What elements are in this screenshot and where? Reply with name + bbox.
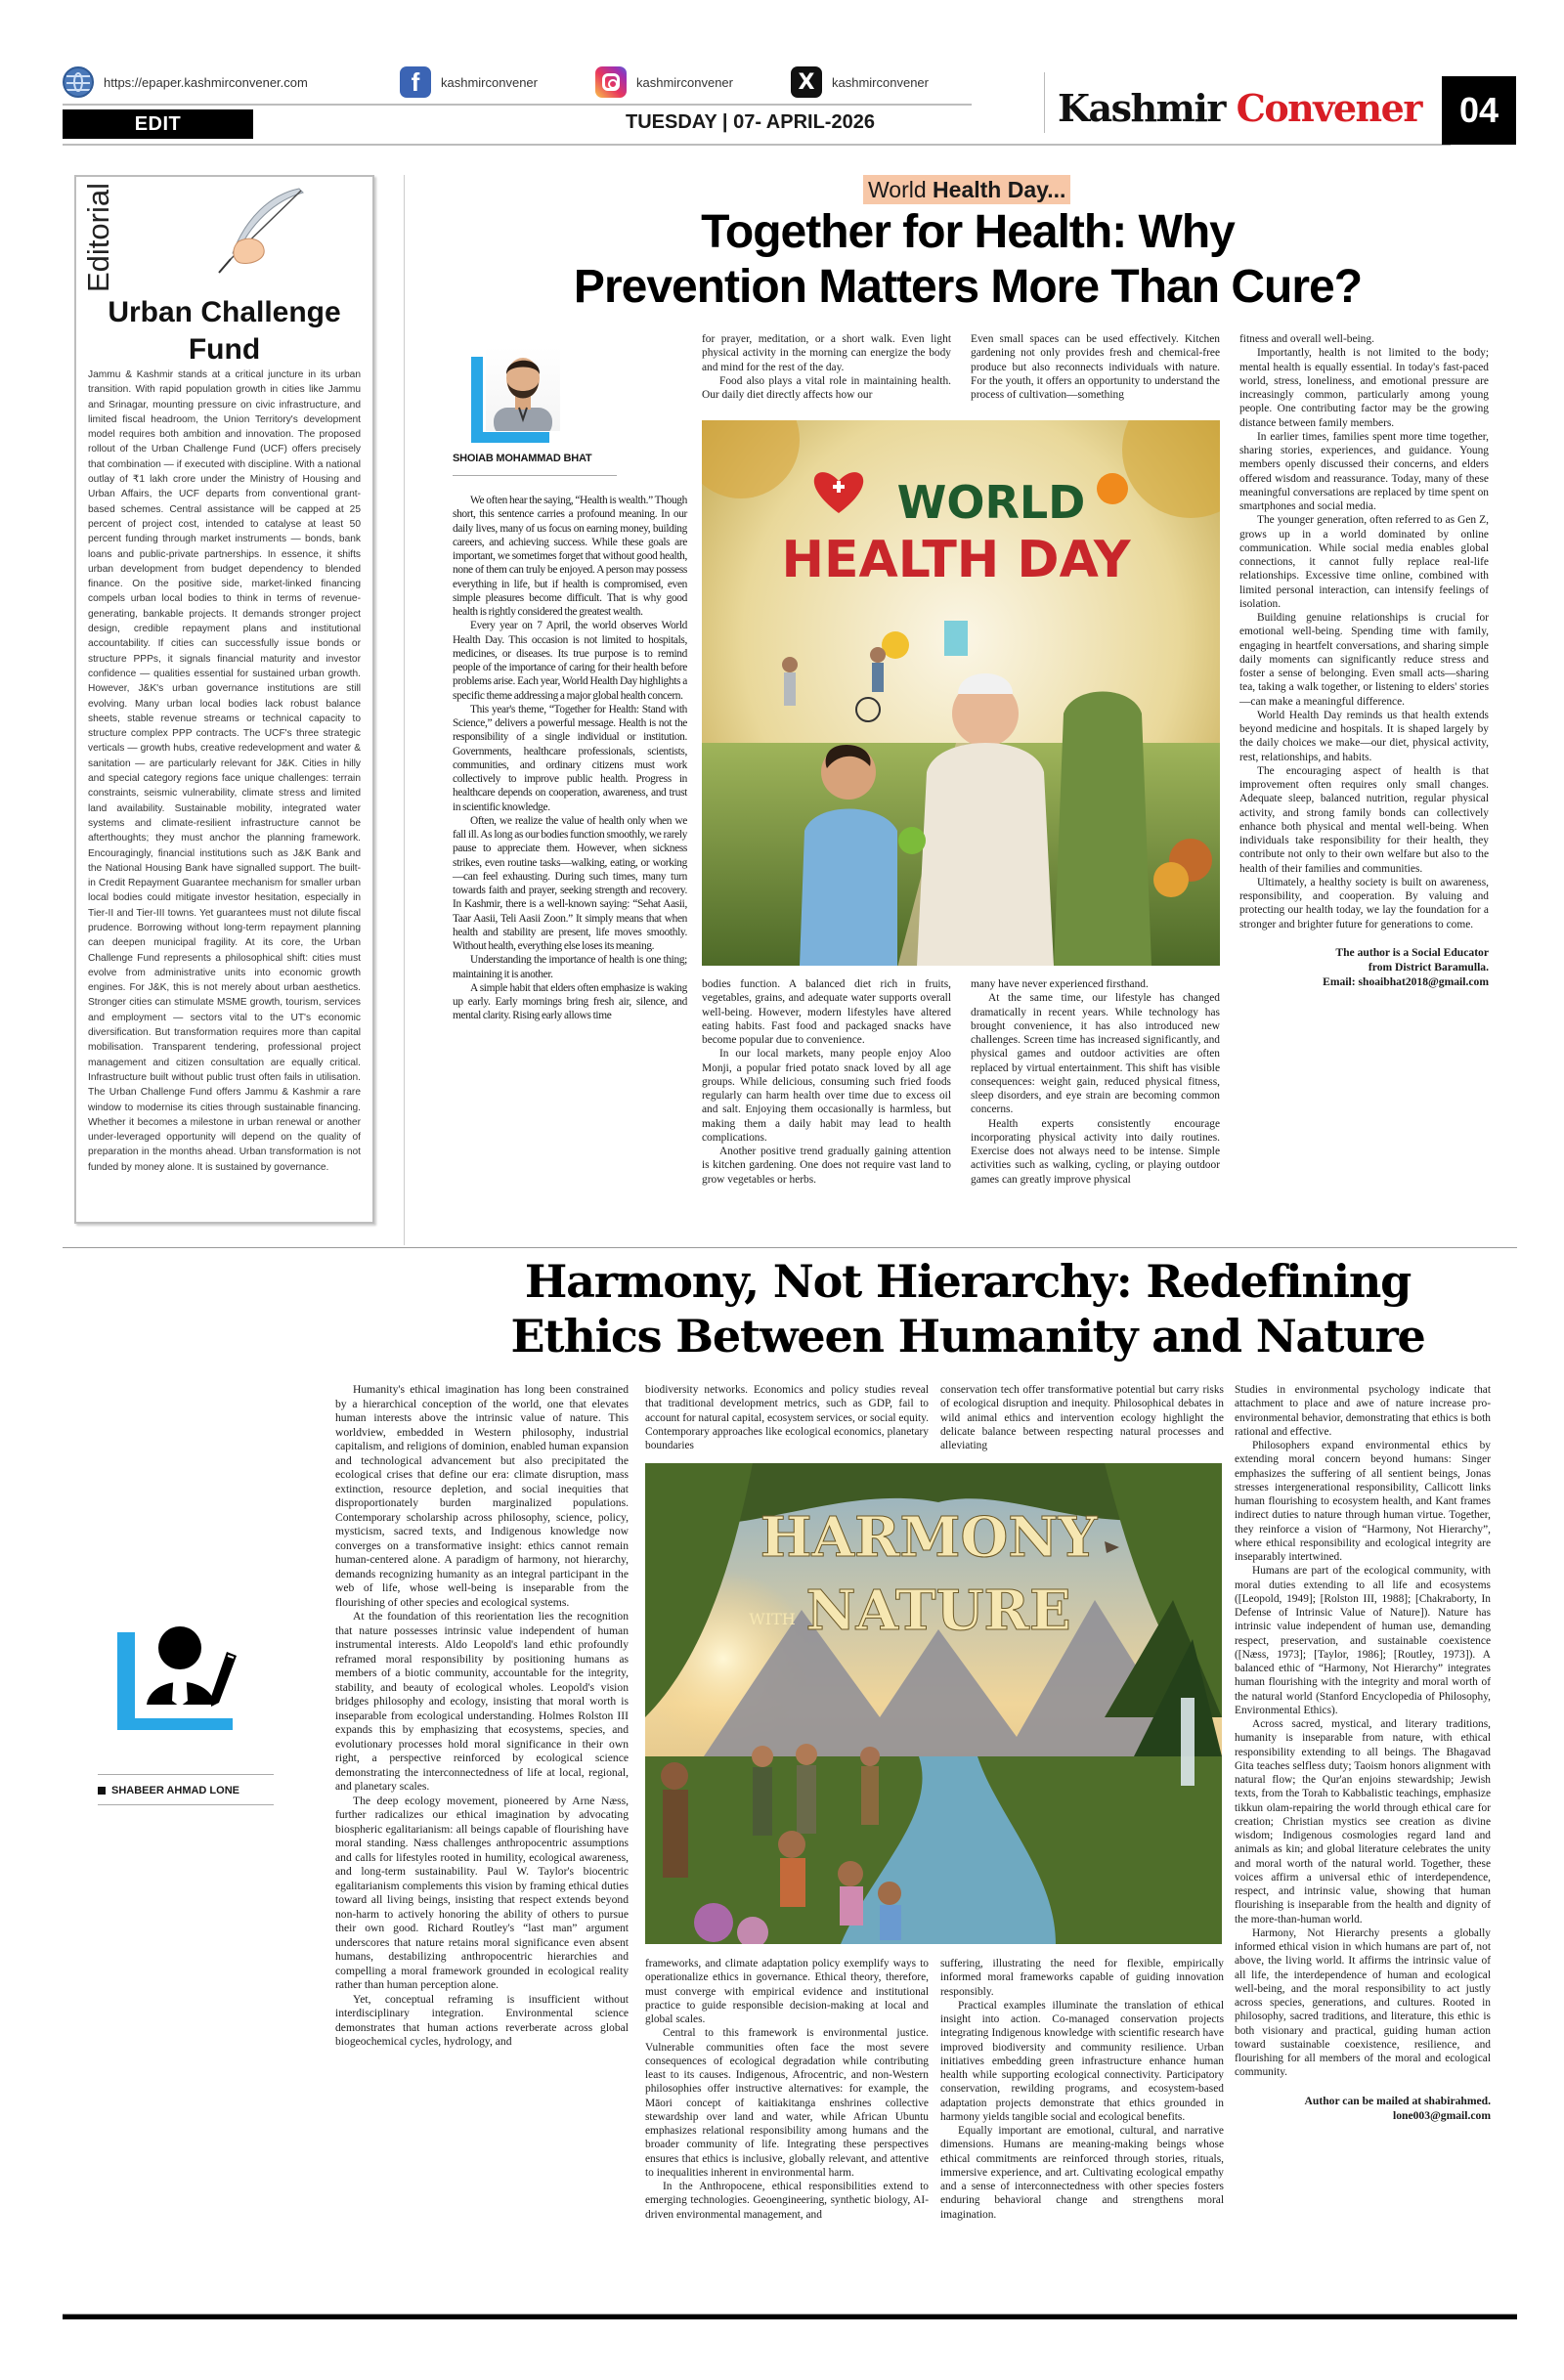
health-column-2-bottom <box>702 977 951 1187</box>
masthead-divider-bottom <box>63 144 1451 146</box>
image-title-with: WITH <box>749 1610 796 1628</box>
health-headline-line2: Prevention Matters More Than Cure? <box>573 261 1363 313</box>
health-column-2-top <box>702 332 951 402</box>
editorial-label <box>80 185 117 290</box>
paragraph: suffering, illustrating the need for flexible, empirically informed moral frameworks capable of guiding innovation responsibly. <box>940 1958 1224 1998</box>
paragraph: World Health Day reminds us that health extends beyond medicine and hospitals. It is shaped largely by the daily choices we make—our diet, physical activity, rest, relationships, and habits. <box>1239 709 1489 763</box>
paragraph: Understanding the importance of health is one thing; maintaining it is another. <box>453 954 687 980</box>
health-headline <box>518 205 1417 315</box>
author-note-line: from District Baramulla. <box>1368 960 1489 974</box>
paragraph: The deep ecology movement, pioneered by Arne Næss, further radicalizes our ethical imagination by advocating biospheric egalitarianism: all beings capable of flourishing have moral standing. Næss challenges anthropocentric assumptions and calls for lifestyles rooted in humility, ecological awareness, and long-term sustainability. Paul W. Taylor's biocentric egalitarianism complements this vision by framing ethical duties toward all living beings, insisting that respect extends beyond non-harm to actively honoring the ability of others to pursue their own good. Richard Routley's “last man” argument underscores that nature retains moral significance even absent humans, destabilizing anthropocentric hierarchies and compelling a moral framework grounded in ecological reality rather than human perception alone. <box>335 1794 629 1991</box>
harmony-with-nature-illustration <box>645 1463 1222 1944</box>
image-title-harmony: HARMONY <box>760 1505 1098 1570</box>
kicker-light: World <box>868 177 927 202</box>
paragraph: bodies function. A balanced diet rich in fruits, vegetables, grains, and adequate water supports overall well-being. However, modern lifestyles have altered eating habits. Fast food and packaged snacks have become popular due to convenience. <box>702 978 951 1046</box>
facebook-icon: f <box>400 66 431 98</box>
author-email[interactable]: lone003@gmail.com <box>1393 2108 1491 2122</box>
paragraph: fitness and overall well-being. <box>1239 333 1374 345</box>
paragraph: In earlier times, families spent more time together, sharing stories, experiences, and guidance. Young members openly discussed their concerns, and elders offered wisdom and reassurance. Today, many of these meaningful conversations are replaced by time spent on smartphones and social media. <box>1239 430 1489 512</box>
paragraph: A simple habit that elders often emphasize is waking up early. Early mornings bring fresh air, silence, and mental clarity. Rising early allows time <box>453 981 687 1022</box>
quill-pen-icon <box>192 185 309 275</box>
harmony-headline <box>430 1254 1505 1363</box>
page-footer-rule <box>63 2314 1517 2319</box>
paragraph: This year's theme, “Together for Health: Stand with Science,” delivers a powerful message. Health is not the responsibility of a single individual or institution. Governments, healthcare professionals, scientists, communities, and ordinary citizens must work collectively to improve public health. Progress in healthcare depends on cooperation, awareness, and trust in scientific knowledge. <box>453 703 687 813</box>
paragraph: The younger generation, often referred to as Gen Z, grows up in a world dominated by online communication. While social media enables global connections, it cannot fully replace real-life relationships. Excessive time online, combined with limited personal interaction, can intensify feelings of isolation. <box>1239 514 1489 610</box>
harmony-column-2-top <box>645 1383 929 1452</box>
byline-divider <box>453 475 617 476</box>
health-column-4 <box>1239 332 1489 989</box>
accent-bar <box>471 357 483 443</box>
paragraph: many have never experienced firsthand. <box>971 978 1149 990</box>
author-avatar <box>117 1632 254 1740</box>
harmony-column-4 <box>1235 1383 1491 2123</box>
x-icon: X <box>791 66 822 98</box>
globe-icon <box>63 66 94 98</box>
paragraph: Ultimately, a healthy society is built on awareness, responsibility, and cooperation. By valuing and protecting our health today, we lay the foundation for a stronger and brighter future for generations to come. <box>1239 876 1489 930</box>
harmony-headline-line1: Harmony, Not Hierarchy: Redefining <box>524 1255 1412 1308</box>
masthead-separator <box>1044 72 1045 133</box>
paragraph: Often, we realize the value of health only when we fall ill. As long as our bodies function smoothly, we rarely pause to appreciate them. However, when sickness strikes, even routine tasks—walking, eating, or working—can feel exhausting. During such times, many turn towards faith and prayer, seeking strength and recovery. In Kashmir, there is a well-known saying: “Sehat Aasii, Taar Aasii, Teli Aasii Zoon.” It simply means that when health and stability are present, life moves smoothly. Without health, everything else loses its meaning. <box>453 814 687 952</box>
paragraph: Across sacred, mystical, and literary traditions, humanity is inseparable from nature, with ethical responsibility extending to all beings. The Bhagavad Gita teaches selfless duty; Taoism honors alignment with natural flow; the Qur'an enjoins stewardship; Jewish texts, from the Torah to Kabbalistic teachings, emphasize tikkun olam-repairing the world through ethical care for creation; Christian mystics see creation as divine wisdom; Indigenous cosmologies regard land and animals as kin; and global literature celebrates the unity and moral worth of the natural world. Together, these voices affirm a universal ethic of interdependence, respect, and intrinsic value, showing that human flourishing is inseparable from the health and dignity of the more-than-human world. <box>1235 1718 1491 1926</box>
image-title-nature: NATURE <box>805 1579 1071 1643</box>
harmony-headline-line2: Ethics Between Humanity and Nature <box>510 1310 1425 1363</box>
harmony-column-2-bottom <box>645 1957 929 2222</box>
paragraph: Humanity's ethical imagination has long been constrained by a hierarchical conception of the world, one that elevates human interests above the intrinsic value of nature. This worldview, embedded in Western philosophy, industrial capitalism, and religions of dominion, enabled human expansion and technological advancement but also precipitated the ecological crises that define our era: climate disruption, mass extinction, resource depletion, and social inequities that disproportionately burden marginalized populations. Contemporary scholarship across philosophy, science, policy, mysticism, sacred texts, and Indigenous knowledge now converges on a transformative insight: ethics cannot remain human-centered alone. A paradigm of harmony, not hierarchy, demands recognizing humanity as an integral participant in the web of life, whose well-being is inseparable from the flourishing of other species and ecological systems. <box>335 1383 629 1609</box>
x-link[interactable] <box>791 66 929 98</box>
instagram-link[interactable] <box>595 66 791 98</box>
editorial-title: Urban Challenge Fund <box>108 296 341 366</box>
paragraph: Harmony, Not Hierarchy presents a globally informed ethical vision in which humans are part of, not above, the living world. It affirms the intrinsic value of all life, the interdependence of human and ecological well-being, and the moral responsibility to act justly across species, generations, and cultures. Rooted in philosophy, sacred traditions, and literature, this ethic is both visionary and practical, guiding human action toward sustainable coexistence, resilience, and flourishing for all members of the moral and ecological community. <box>1235 1926 1491 2079</box>
paragraph: Health experts consistently encourage incorporating physical activity into daily routines. Exercise does not always need to be intense. Simple activities such as walking, cycling, or playing outdoor games can greatly improve physical <box>971 1117 1220 1186</box>
health-column-3-bottom <box>971 977 1220 1187</box>
author-byline: SHOIAB MOHAMMAD BHAT <box>453 453 592 464</box>
paragraph: for prayer, meditation, or a short walk. Even light physical activity in the morning can energize the body and mind for the rest of the day. <box>702 333 951 373</box>
masthead-divider-top <box>63 104 972 106</box>
paragraph: The encouraging aspect of health is that improvement often requires only small changes. Adequate sleep, balanced nutrition, regular physical activity, and strong family bonds can collectively enhance both physical and mental well-being. When individuals take responsibility for their health, they contribute not only to their own welfare but also to the health of their families and communities. <box>1239 764 1489 875</box>
paragraph: At the foundation of this reorientation lies the recognition that nature possesses intrinsic value independent of human instrumental interests. Aldo Leopold's land ethic profoundly reframed moral responsibility by positioning humans as members of a biotic community, accountable for the integrity, stability, and beauty of ecological wholes. Leopold's vision bridges philosophy and ecology, insisting that moral worth is inseparable from ecological understanding. Holmes Rolston III expands this by emphasizing that ecosystems, species, and evolutionary processes hold moral significance in their own right, a perspective reinforced by ecological science demonstrating the interconnectedness of life at local, regional, and planetary scales. <box>335 1610 629 1793</box>
x-handle[interactable]: kashmirconvener <box>832 74 929 90</box>
editorial-label-text: Editorial <box>81 183 115 292</box>
author-email[interactable]: Email: shoaibhat2018@gmail.com <box>1323 974 1489 988</box>
paragraph: Equally important are emotional, cultural, and narrative dimensions. Humans are meaning-making beings whose ethical commitments are reinforced through stories, rituals, immersive experience, and art. Cultivating ecological empathy and a sense of interconnectedness with other species fosters enduring behavioral change and strengthens moral imagination. <box>940 2125 1224 2221</box>
harmony-column-3-bottom <box>940 1957 1224 2222</box>
author-note <box>1239 945 1489 989</box>
paragraph: Another positive trend gradually gaining attention is kitchen gardening. One does not require vast land to grow vegetables or herbs. <box>702 1146 951 1186</box>
writer-icon <box>141 1626 246 1716</box>
facebook-link[interactable] <box>400 66 595 98</box>
accent-bar <box>471 432 549 443</box>
paragraph: Food also plays a vital role in maintaining health. Our daily diet directly affects how our <box>702 374 951 401</box>
byline-divider <box>98 1804 274 1805</box>
editorial-body: Jammu & Kashmir stands at a critical juncture in its urban transition. With rapid population growth in cities like Jammu and Srinagar, mounting pressure on civic infrastructure, and limited fiscal headroom, the Union Territory's development model requires both ambition and innovation. The proposed rollout of the Urban Challenge Fund (UCF) offers precisely that combination — if executed with discipline. With a national outlay of ₹1 lakh crore under the Ministry of Housing and Urban Affairs, the UCF departs from conventional grant-based schemes. Central assistance will be capped at 25 percent of project cost, intended to catalyse at least 50 percent funding through market instruments — bonds, bank loans and public-private partnerships. In essence, it shifts urban development from budget dependency to blended finance. On the positive side, market-linked financing compels urban local bodies to think in terms of revenue-generating, bankable projects. It demands stronger project design, credible repayment plans and institutional accountability. If cities can successfully issue bonds or structure PPPs, it signals financial maturity and investor confidence — qualities essential for sustained urban growth. However, J&K's urban governance institutions are still evolving. Many urban local bodies lack robust balance sheets, stable revenue streams or technical capacity to structure complex PPP contracts. The UCF's three strategic verticals — growth hubs, creative redevelopment and water & sanitation — are particularly relevant for J&K. Cities in hilly and special category regions face unique challenges: terrain constraints, seismic vulnerability, climate stress and limited land availability. Sustainable mobility, integrated water systems and climate-resilient infrastructure cannot be afterthoughts; they must anchor the planning framework. Encouragingly, financial institutions such as J&K Bank and the National Housing Bank have signalled support. The built-in Credit Repayment Guarantee mechanism for smaller urban local bodies could mitigate investor hesitation, especially in Tier-II and Tier-III towns. Yet guarantees must not dilute fiscal prudence. Borrowing without long-term repayment planning can deepen municipal fragility. At its core, the Urban Challenge Fund represents a philosophical shift: cities must evolve from administrative units into economic growth engines. For J&K, this is not merely about urban aesthetics. Stronger cities can stimulate MSME growth, tourism, services and employment — sectors vital to the UT's economic diversification. But transformation requires more than capital mobilisation. Transparent tendering, professional project management and citizen consultation are equally critical. Infrastructure built without public trust often fails in utilisation. The Urban Challenge Fund offers Jammu & Kashmir a rare window to modernise its cities through sustainable financing. Whether it becomes a milestone in urban renewal or another under-leveraged opportunity will depend on the quality of preparation in the months ahead. Urban transformation is not funded by money alone. It is sustained by governance. <box>88 369 361 1173</box>
newspaper-logo <box>1058 86 1421 130</box>
article-kicker <box>863 175 1070 204</box>
health-column-3-top <box>971 332 1220 402</box>
section-divider <box>63 1247 1517 1248</box>
paragraph: Building genuine relationships is crucial for emotional well-being. Spending time with family, engaging in heartfelt conversations, and sharing simple daily moments can significantly reduce stress and foster a sense of belonging. Even small acts—sharing tea, taking a walk together, or listening to elders' stories—can make a meaningful difference. <box>1239 612 1489 708</box>
instagram-handle[interactable]: kashmirconvener <box>636 74 733 90</box>
kicker-bold: Health Day... <box>933 177 1066 202</box>
section-label: EDIT <box>63 109 253 139</box>
paragraph: Studies in environmental psychology indicate that attachment to place and awe of nature increase pro-environmental behavior, demonstrating that ethics is both rational and effective. <box>1235 1384 1491 1438</box>
image-title-world: WORLD <box>896 476 1086 529</box>
masthead-social-row <box>63 65 972 100</box>
page-number: 04 <box>1442 76 1516 145</box>
bullet-square-icon <box>98 1787 106 1795</box>
paragraph: Every year on 7 April, the world observes World Health Day. This occasion is not limited to hospitals, medicines, or diseases. Its true purpose is to remind people of the importance of caring for their health before problems arise. Each year, World Health Day highlights a specific theme addressing a major global health concern. <box>453 620 687 702</box>
author-photo <box>471 347 569 440</box>
author-name: SHABEER AHMAD LONE <box>111 1785 239 1796</box>
issue-date: TUESDAY | 07- APRIL-2026 <box>626 111 875 133</box>
author-note-line: The author is a Social Educator <box>1335 945 1489 959</box>
harmony-column-1 <box>335 1383 629 2050</box>
health-column-1 <box>453 494 687 1023</box>
paragraph: Humans are part of the ecological community, with moral duties extending to all life and ecosystems ([Leopold, 1949]; [Rolston III, 1988]; [Chakraborty, In Defense of Intrinsic Value of Nature]). Nature has intrinsic value independent of human use, demanding respect, preservation, and sustainable coexistence ([Næss, 1973]; [Taylor, 1986]; [Routley, 1973]). A balanced ethic of “Harmony, Not Hierarchy” integrates human flourishing with the integrity and moral worth of the natural world (Stanford Encyclopedia of Philosophy, Environmental Ethics). <box>1235 1565 1491 1716</box>
paragraph: Even small spaces can be used effectively. Kitchen gardening not only provides fresh and chemical-free produce but also reconnects individuals with nature. For the youth, it offers an opportunity to understand the process of cultivation—something <box>971 333 1220 401</box>
paragraph: In our local markets, many people enjoy Aloo Monji, a popular fried potato snack loved by all age groups. While delicious, consuming such fried foods regularly can harm health over time due to excess oil and salt. Enjoying them occasionally is harmless, but making them a daily habit may lead to health complications. <box>702 1048 951 1144</box>
accent-bar <box>117 1718 233 1730</box>
byline-divider <box>98 1774 274 1775</box>
author-portrait <box>486 347 560 431</box>
website-link[interactable] <box>63 66 400 98</box>
website-url[interactable]: https://epaper.kashmirconvener.com <box>104 74 308 90</box>
logo-convener: Convener <box>1236 86 1421 130</box>
author-note <box>1235 2094 1491 2123</box>
editorial-box <box>74 175 374 1224</box>
author-note-line: Author can be mailed at shabirahmed. <box>1304 2094 1491 2107</box>
paragraph: We often hear the saying, “Health is wealth.” Though short, this sentence carries a profound meaning. In our daily lives, many of us focus on earning money, building careers, and achieving success. While these goals are important, we sometimes forget that without good health, none of them can truly be enjoyed. A person may possess everything in life, but if health is compromised, even simple pleasures become difficult. That is why good health is rightly considered the greatest wealth. <box>453 495 687 618</box>
paragraph: Philosophers expand environmental ethics by extending moral concern beyond humans: Singer emphasizes the suffering of all sentient beings, Jonas stresses intergenerational responsibility, Callicott links human flourishing to ecosystem health, and Kant frames indirect duties to nature through human virtue. Together, they reinforce a vision of “Harmony, Not Hierarchy”, where ethical responsibility and ecological integrity are inseparably intertwined. <box>1235 1440 1491 1563</box>
paragraph: At the same time, our lifestyle has changed dramatically in recent years. While technology has brought convenience, it has also introduced new challenges. Screen time has increased significantly, and physical games and outdoor activities are often replaced by virtual entertainment. This shift has visible consequences: weight gain, reduced physical fitness, sleep disorders, and eye strain are becoming common concerns. <box>971 992 1220 1116</box>
column-divider <box>404 175 405 1245</box>
image-title-health-day: HEALTH DAY <box>781 531 1131 589</box>
paragraph: biodiversity networks. Economics and policy studies reveal that traditional development metrics, such as GDP, fail to account for natural capital, ecosystem services, or social equity. Contemporary approaches like ecological economics, planetary boundaries <box>645 1384 929 1451</box>
paragraph: In the Anthropocene, ethical responsibilities extend to emerging technologies. Geoengineering, synthetic biology, AI-driven environmental management, and <box>645 2181 929 2221</box>
paragraph: Importantly, health is not limited to the body; mental health is equally essential. In today's fast-paced world, stress, loneliness, and emotional pressure are increasingly common, particularly among young people. One contributing factor may be the growing distance between family members. <box>1239 347 1489 429</box>
accent-bar <box>117 1632 135 1730</box>
logo-kashmir: Kashmir <box>1058 86 1225 130</box>
health-headline-line1: Together for Health: Why <box>701 206 1235 258</box>
instagram-icon <box>595 66 627 98</box>
paragraph: conservation tech offer transformative potential but carry risks of ecological disruption and inequity. Philosophical debates in wild animal ethics and intervention ecology highlight the delicate balance between respecting natural processes and alleviating <box>940 1384 1224 1451</box>
world-health-day-illustration <box>702 420 1220 966</box>
facebook-handle[interactable]: kashmirconvener <box>441 74 538 90</box>
paragraph: Central to this framework is environmental justice. Vulnerable communities often face the most severe consequences of ecological degradation while contributing least to its causes. Indigenous, Afrocentric, and non-Western philosophies offer instructive alternatives: for example, the Māori concept of kaitiakitanga enshrines collective stewardship over land and water, while African Ubuntu emphasizes relational responsibility among humans and the broader community of life. Integrating these perspectives ensures that ethics is inclusive, globally relevant, and attentive to inequalities inherent in environmental harm. <box>645 2027 929 2179</box>
harmony-column-3-top <box>940 1383 1224 1452</box>
paragraph: Practical examples illuminate the translation of ethical insight into action. Co-managed conservation projects integrating Indigenous knowledge with scientific research have improved biodiversity and community resilience. Urban initiatives embedding green infrastructure enhance human health while supporting ecological connectivity. Participatory conservation, rewilding programs, and ecosystem-based adaptation projects demonstrate that ethics grounded in harmony yields tangible social and ecological benefits. <box>940 1999 1224 2123</box>
paragraph: frameworks, and climate adaptation policy exemplify ways to operationalize ethics in governance. Ethical theory, therefore, must converge with empirical evidence and institutional practice to guide responsible decision-making at local and global scales. <box>645 1958 929 2025</box>
paragraph: Yet, conceptual reframing is insufficient without interdisciplinary integration. Environmental science demonstrates that human actions reverberate across global biogeochemical cycles, hydrology, and <box>335 1992 629 2048</box>
author-byline <box>98 1785 239 1796</box>
